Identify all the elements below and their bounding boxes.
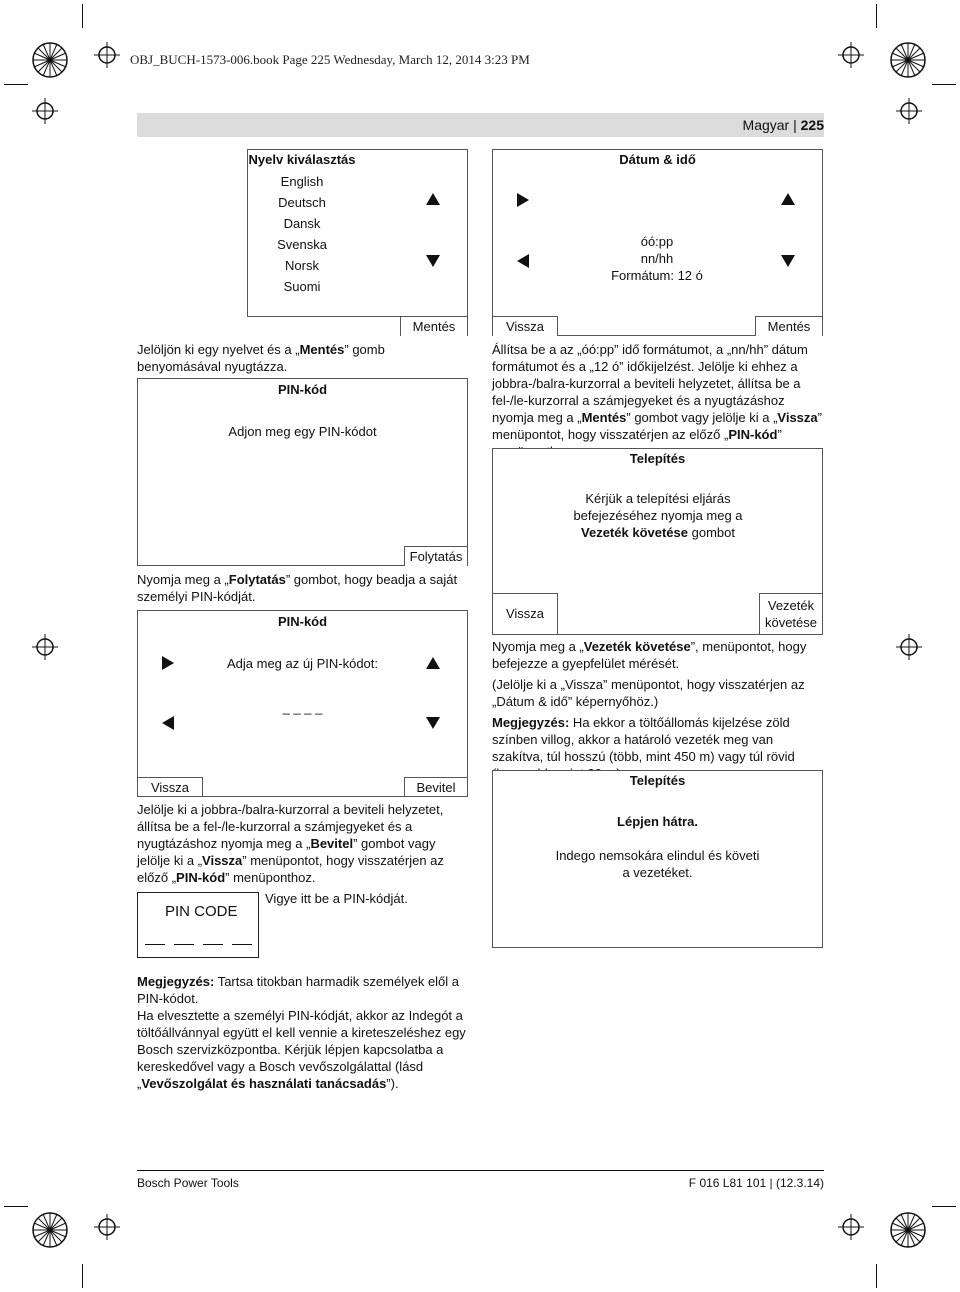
follow-wire-button[interactable] bbox=[759, 593, 823, 635]
language-description: Jelöljön ki egy nyelvet és a „Mentés” gomb benyomásával nyugtázza. bbox=[137, 342, 385, 374]
running-head-language: Magyar bbox=[742, 117, 790, 133]
new-pin-placeholder[interactable]: _ _ _ _ bbox=[282, 700, 323, 715]
arrow-up-icon[interactable] bbox=[426, 657, 440, 669]
follow-wire-line1: Vezeték bbox=[767, 598, 815, 613]
crosshair-mark bbox=[896, 634, 922, 660]
follow-wire-line2: követése bbox=[764, 615, 818, 630]
arrow-right-icon[interactable] bbox=[162, 656, 174, 670]
pin-code-caption: Vigye itt be a PIN-kódját. bbox=[265, 891, 408, 906]
pin-screen-title: PIN-kód bbox=[277, 382, 328, 397]
pin-code-blank-2 bbox=[174, 944, 194, 945]
pin-code-blank-4 bbox=[232, 944, 252, 945]
crosshair-mark bbox=[32, 98, 58, 124]
arrow-up-icon[interactable] bbox=[781, 193, 795, 205]
back-button[interactable]: Vissza bbox=[492, 593, 558, 635]
date-time-description: Állítsa be a az „óó:pp” idő formátumot, a „nn/hh” dátum formátumot és a „12 ó” időkijelzést. Jelölje ki ehhez a jobbra-/balra-kurzorral a beviteli helyzetet, állítsa be a fel-/le-kurzorral a számjegyeket és a nyugtázáshoz nyomja meg a „Mentés” gombot vagy jelölje ki a „Vissza” menüpontot, hogy visszatérjen az előző „PIN-kód” bbox=[492, 342, 822, 442]
trim-line bbox=[4, 1206, 28, 1207]
bottom-note-line2: Ha elvesztette a személyi PIN-kódját, akkor az Indegót a töltőállvánnyal együtt el kell vennie a kireteszeléshez egy Bosch szervizközpontba. Kérjük lépjen kapcsolatba a kereskedővel vagy a Bosch vevőszolgálattal (lásd „Vevőszolgálat és használati tanácsadás”). bbox=[137, 1008, 466, 1091]
install-2-message: Indego nemsokára elindul és követi a vezetéket. bbox=[555, 848, 760, 880]
language-list bbox=[262, 171, 342, 297]
save-button[interactable]: Mentés bbox=[400, 316, 468, 336]
print-header: OBJ_BUCH-1573-006.book Page 225 Wednesday, March 12, 2014 3:23 PM bbox=[130, 52, 530, 67]
language-option-svenska[interactable]: Svenska bbox=[277, 237, 327, 252]
install-2-title: Telepítés bbox=[629, 773, 686, 788]
pin-description: Nyomja meg a „Folytatás” gombot, hogy beadja a saját személyi PIN-kódját. bbox=[137, 572, 458, 604]
install-desc-p2: (Jelölje ki a „Vissza” menüpontot, hogy visszatérjen az „Dátum & idő” képernyőhöz.) bbox=[492, 677, 805, 709]
crosshair-mark bbox=[94, 1214, 120, 1240]
language-option-english[interactable]: English bbox=[280, 174, 324, 189]
trim-line bbox=[876, 4, 877, 28]
bottom-note-line1: Megjegyzés: Tartsa titokban harmadik személyek elől a PIN-kódot. bbox=[137, 974, 460, 1006]
running-head bbox=[700, 116, 824, 134]
save-button[interactable]: Mentés bbox=[755, 316, 823, 336]
pin-screen-prompt: Adjon meg egy PIN-kódot bbox=[228, 424, 377, 439]
crosshair-mark bbox=[838, 42, 864, 68]
language-option-suomi[interactable]: Suomi bbox=[283, 279, 321, 294]
clock-format-field[interactable]: Formátum: 12 ó bbox=[611, 268, 703, 283]
install-description bbox=[492, 638, 824, 782]
footer-rule bbox=[137, 1170, 824, 1171]
running-head-divider: | bbox=[793, 117, 801, 133]
time-format-field[interactable]: óó:pp bbox=[640, 234, 674, 249]
arrow-down-icon[interactable] bbox=[781, 255, 795, 267]
trim-line bbox=[4, 84, 28, 85]
arrow-up-icon[interactable] bbox=[426, 193, 440, 205]
arrow-left-icon[interactable] bbox=[162, 716, 174, 730]
language-option-dansk[interactable]: Dansk bbox=[283, 216, 321, 231]
enter-button[interactable]: Bevitel bbox=[404, 777, 468, 797]
registration-mark bbox=[888, 1210, 928, 1250]
install-title: Telepítés bbox=[629, 451, 686, 466]
registration-mark bbox=[30, 40, 70, 80]
arrow-down-icon[interactable] bbox=[426, 255, 440, 267]
install-desc-p1: Nyomja meg a „Vezeték követése”, menüpontot, hogy befejezze a gyepfelület mérését. bbox=[492, 639, 807, 671]
arrow-right-icon[interactable] bbox=[517, 193, 529, 207]
arrow-left-icon[interactable] bbox=[517, 254, 529, 268]
install-2-step: Lépjen hátra. bbox=[617, 814, 698, 829]
language-option-deutsch[interactable]: Deutsch bbox=[278, 195, 326, 210]
trim-line bbox=[932, 1206, 956, 1207]
arrow-down-icon[interactable] bbox=[426, 717, 440, 729]
crosshair-mark bbox=[94, 42, 120, 68]
back-button[interactable]: Vissza bbox=[492, 316, 558, 336]
registration-mark bbox=[30, 1210, 70, 1250]
date-time-title: Dátum & idő bbox=[619, 152, 696, 167]
crosshair-mark bbox=[838, 1214, 864, 1240]
trim-line bbox=[932, 84, 956, 85]
date-time-values bbox=[592, 233, 722, 284]
new-pin-description: Jelölje ki a jobbra-/balra-kurzorral a beviteli helyzetet, állítsa be a fel-/le-kurzorral a számjegyeket és a nyugtázáshoz nyomja meg a „Bevitel” gombot vagy jelölje ki a „Vissza” menüpontot, hogy visszatérjen az előző „PIN-kód” menüponthoz. bbox=[137, 802, 444, 885]
language-screen-title: Nyelv kiválasztás bbox=[248, 152, 356, 167]
crosshair-mark bbox=[32, 634, 58, 660]
footer-left: Bosch Power Tools bbox=[137, 1176, 239, 1190]
pin-code-blank-3 bbox=[203, 944, 223, 945]
trim-line bbox=[82, 1264, 83, 1288]
date-format-field[interactable]: nn/hh bbox=[640, 251, 674, 266]
page-number: 225 bbox=[800, 117, 824, 133]
language-option-norsk[interactable]: Norsk bbox=[285, 258, 319, 273]
footer-right: F 016 L81 101 | (12.3.14) bbox=[688, 1176, 824, 1190]
bottom-note bbox=[137, 973, 472, 1092]
trim-line bbox=[82, 4, 83, 28]
trim-line bbox=[876, 1264, 877, 1288]
pin-code-blank-1 bbox=[145, 944, 165, 945]
new-pin-title: PIN-kód bbox=[277, 614, 328, 629]
continue-button[interactable]: Folytatás bbox=[404, 546, 468, 566]
pin-code-label: PIN CODE bbox=[165, 903, 238, 920]
pin-screen bbox=[137, 378, 468, 566]
new-pin-prompt: Adja meg az új PIN-kódot: bbox=[226, 656, 379, 671]
install-desc-note: Megjegyzés: Ha ekkor a töltőállomás kijelzése zöld színben villog, akkor a határoló vezeték meg van szakítva, túl hosszú (több, mint 450 m) vagy túl rövid bbox=[492, 715, 795, 764]
registration-mark bbox=[888, 40, 928, 80]
back-button[interactable]: Vissza bbox=[137, 777, 203, 797]
install-message: Kérjük a telepítési eljárás befejezéséhez nyomja meg a Vezeték követése gombot bbox=[573, 491, 743, 540]
crosshair-mark bbox=[896, 98, 922, 124]
